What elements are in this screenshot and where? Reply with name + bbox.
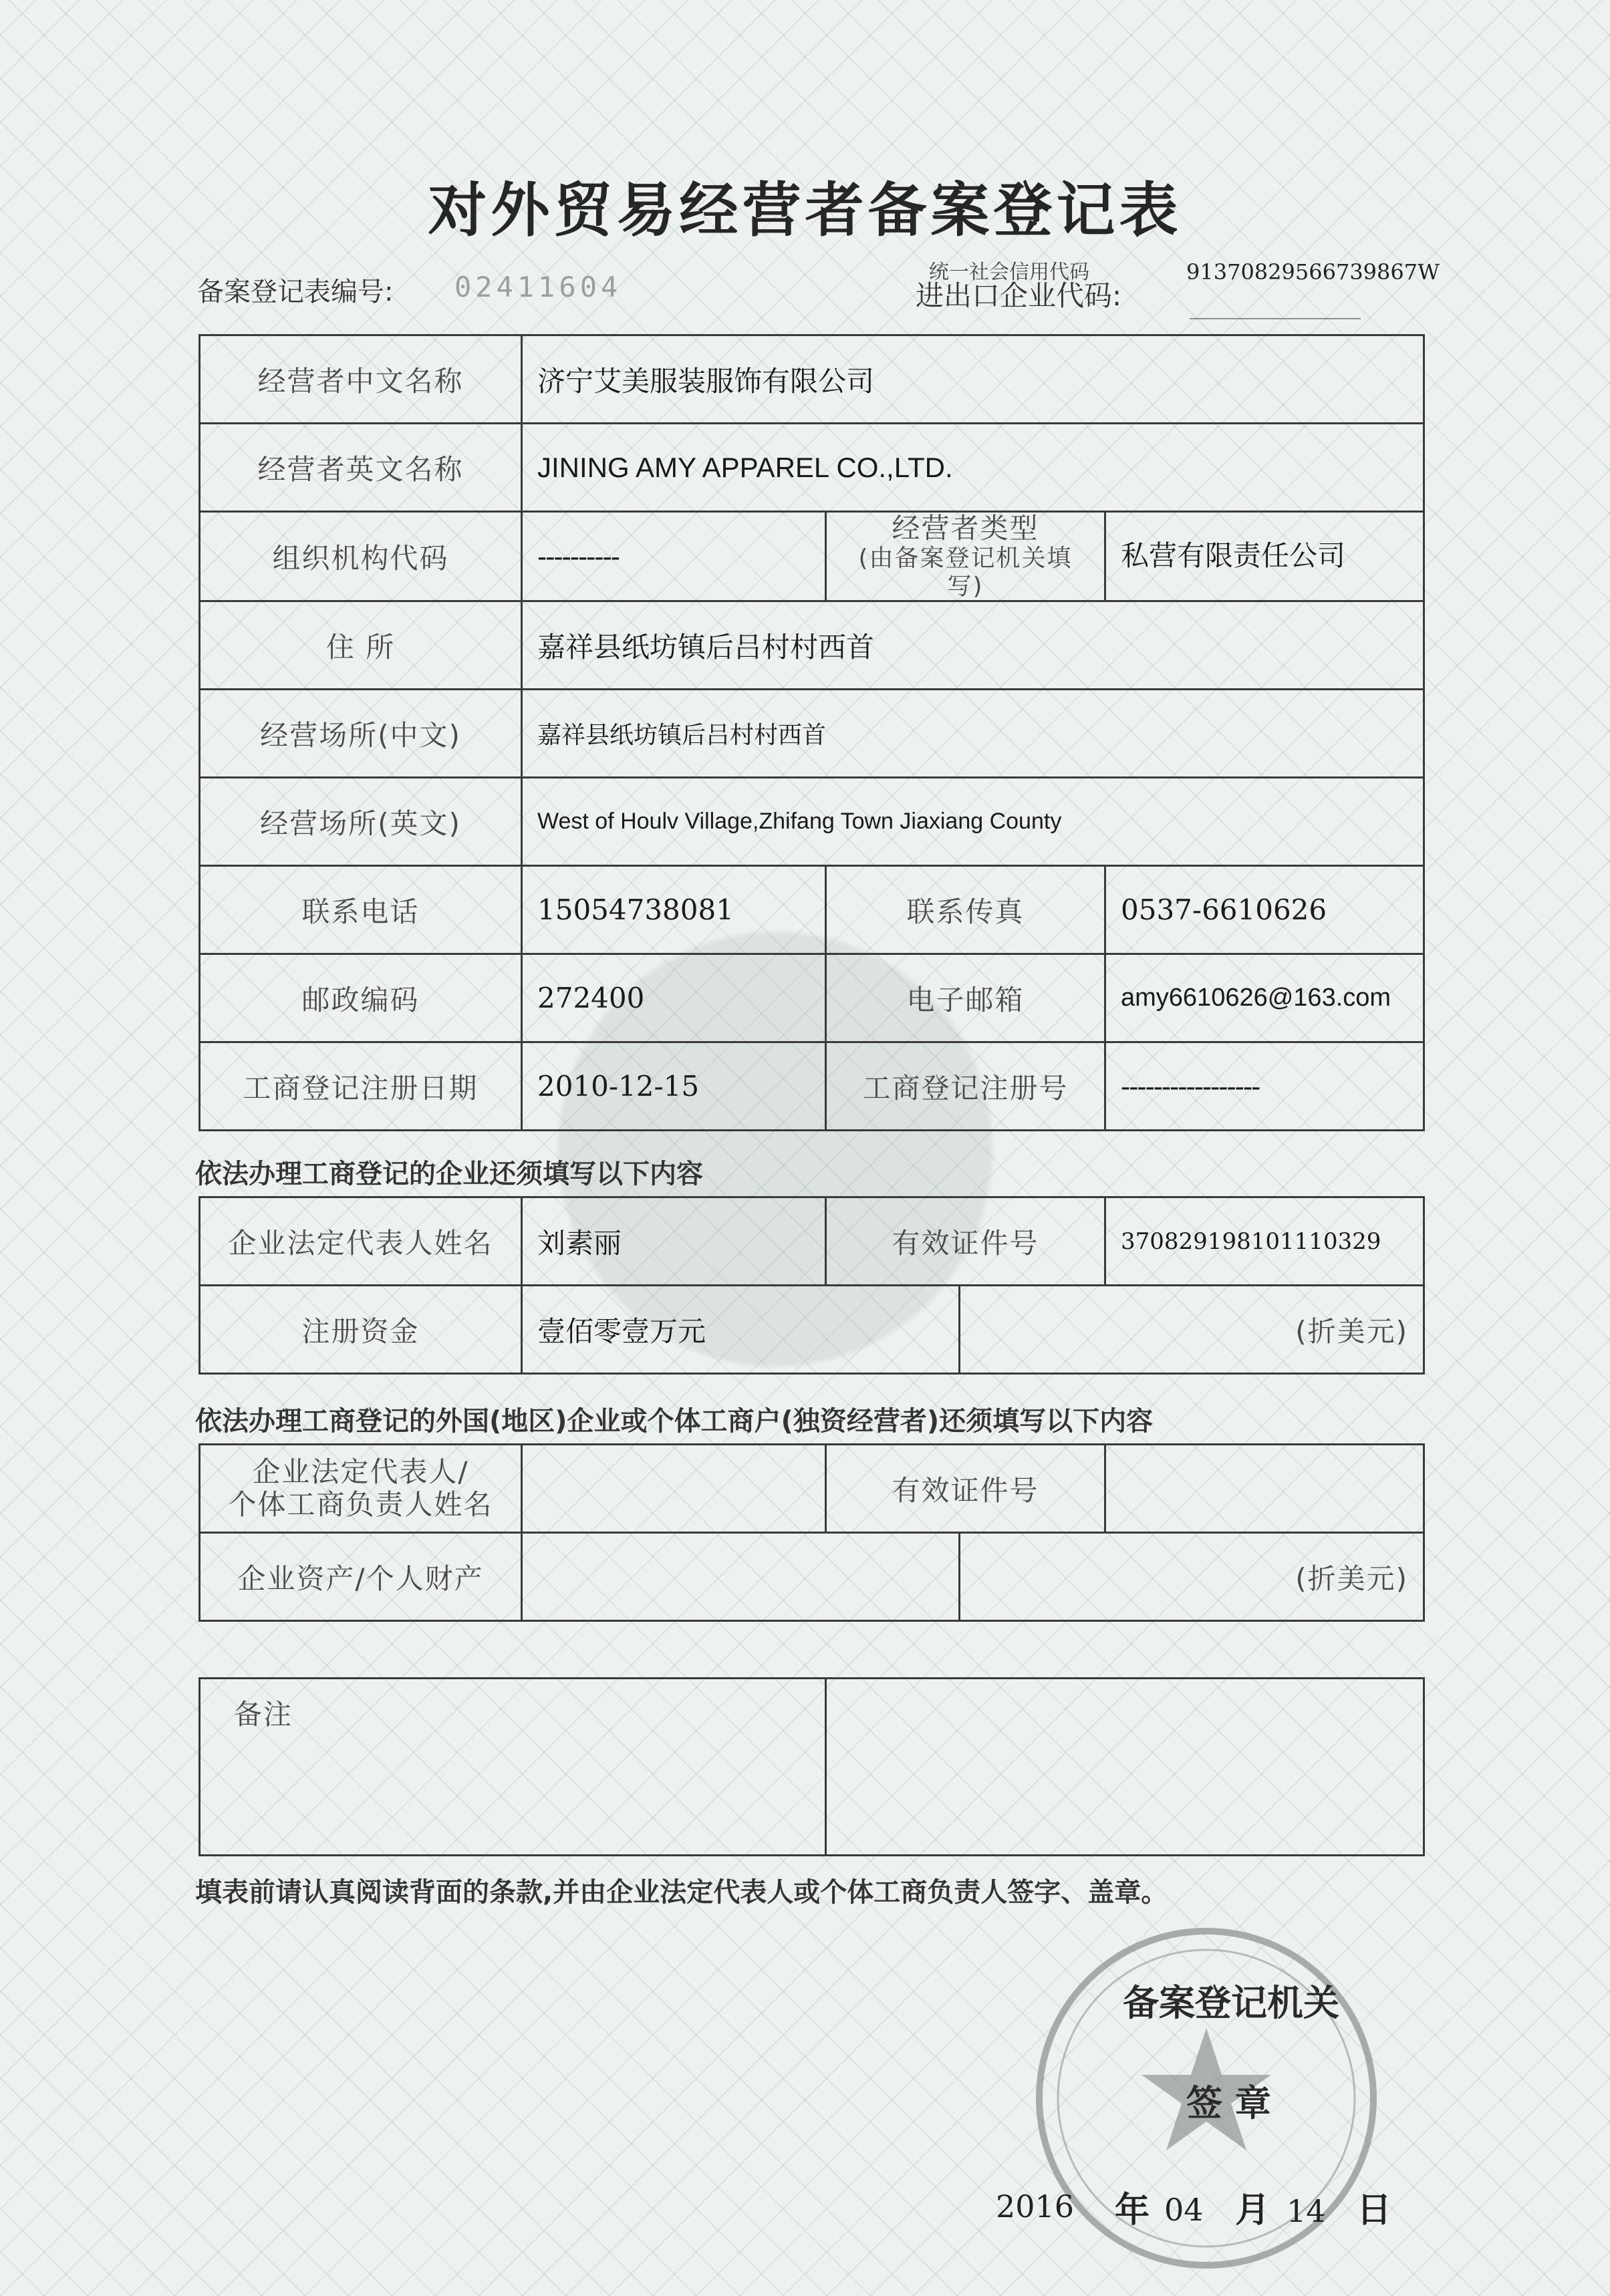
footer-instruction: 填表前请认真阅读背面的条款,并由企业法定代表人或个体工商负责人签字、盖章。 [195,1877,1168,1908]
name-cn-value: 济宁艾美服装服饰有限公司 [522,335,1424,424]
capital-usd-note: (折美元) [960,1286,1424,1374]
date-month-char: 月 [1235,2190,1270,2231]
enterprise-code-value: ________________ [1190,294,1361,319]
premises-en-label: 经营场所(英文) [200,778,522,866]
email-value: amy6610626@163.com [1105,954,1424,1042]
row-reg-date [200,1042,1424,1131]
remarks-value [826,1679,1424,1856]
date-day-char: 日 [1357,2190,1392,2231]
name-cn-label: 经营者中文名称 [200,335,522,424]
row-address [200,601,1424,690]
operator-type-label [826,512,1105,601]
assets-value [522,1533,960,1621]
row-remarks [200,1679,1424,1856]
section2-note: 依法办理工商登记的外国(地区)企业或个体工商户(独资经营者)还须填写以下内容 [195,1406,1154,1437]
row-assets [200,1533,1424,1621]
enterprise-code-label: 进出口企业代码: [916,279,1122,312]
rep-id-value [1105,1445,1424,1533]
row-capital [200,1286,1424,1374]
section1-note: 依法办理工商登记的企业还须填写以下内容 [195,1159,703,1189]
assets-usd-note: (折美元) [960,1533,1424,1621]
date-year: 2016 [996,2188,1075,2225]
operator-type-label-line1: 经营者类型 [892,512,1039,545]
row-premises-cn [200,690,1424,778]
reg-no-value: ----------------- [1105,1042,1424,1131]
legal-rep-value: 刘素丽 [522,1197,826,1286]
reg-no-label: 工商登记注册号 [826,1042,1105,1131]
row-rep [200,1445,1424,1533]
rep-value [522,1445,826,1533]
capital-label: 注册资金 [200,1286,522,1374]
address-value: 嘉祥县纸坊镇后吕村村西首 [522,601,1424,690]
assets-label: 企业资产/个人财产 [200,1533,522,1621]
email-label: 电子邮箱 [826,954,1105,1042]
reg-date-value: 2010-12-15 [522,1042,826,1131]
credit-code-value: 91370829566739867W [1186,259,1440,285]
id-label: 有效证件号 [826,1197,1105,1286]
row-org-code [200,512,1424,601]
main-table [198,334,1425,1131]
record-no-label: 备案登记表编号: [197,277,394,307]
row-phone [200,866,1424,954]
rep-label [200,1445,522,1533]
postcode-label: 邮政编码 [200,954,522,1042]
row-name-cn [200,335,1424,424]
address-label: 住 所 [200,601,522,690]
row-name-en [200,424,1424,512]
section1-table [198,1196,1425,1375]
rep-id-label: 有效证件号 [826,1445,1105,1533]
premises-cn-label: 经营场所(中文) [200,690,522,778]
reg-date-label: 工商登记注册日期 [200,1042,522,1131]
credit-code-label: 统一社会信用代码 [929,261,1089,284]
row-premises-en [200,778,1424,866]
row-postcode [200,954,1424,1042]
date-month: 04 [1164,2192,1204,2228]
remarks-table [198,1677,1425,1856]
premises-cn-value: 嘉祥县纸坊镇后吕村村西首 [522,690,1424,778]
fax-value: 0537-6610626 [1105,866,1424,954]
date-day: 14 [1287,2193,1326,2229]
name-en-value: JINING AMY APPAREL CO.,LTD. [522,424,1424,512]
record-no-value: 02411604 [454,271,622,303]
remarks-label: 备注 [200,1679,826,1856]
org-code-value: ---------- [522,512,826,601]
operator-type-label-line2: (由备案登记机关填写) [858,545,1073,600]
section2-table [198,1443,1425,1622]
org-code-label: 组织机构代码 [200,512,522,601]
fax-label: 联系传真 [826,866,1105,954]
phone-value: 15054738081 [522,866,826,954]
postcode-value: 272400 [522,954,826,1042]
id-value: 370829198101110329 [1105,1197,1424,1286]
date-year-char: 年 [1115,2190,1150,2231]
seal-label: 签 章 [1186,2082,1271,2124]
operator-type-value: 私营有限责任公司 [1105,512,1424,601]
form-title: 对外贸易经营者备案登记表 [428,176,1182,245]
legal-rep-label: 企业法定代表人姓名 [200,1197,522,1286]
authority-label: 备案登记机关 [1123,1982,1339,2024]
name-en-label: 经营者英文名称 [200,424,522,512]
premises-en-value: West of Houlv Village,Zhifang Town Jiaxiang County [522,778,1424,866]
capital-value: 壹佰零壹万元 [522,1286,960,1374]
row-legal-rep [200,1197,1424,1286]
phone-label: 联系电话 [200,866,522,954]
rep-label-line1: 企业法定代表人/ [252,1455,469,1489]
rep-label-line2: 个体工商负责人姓名 [228,1487,493,1521]
